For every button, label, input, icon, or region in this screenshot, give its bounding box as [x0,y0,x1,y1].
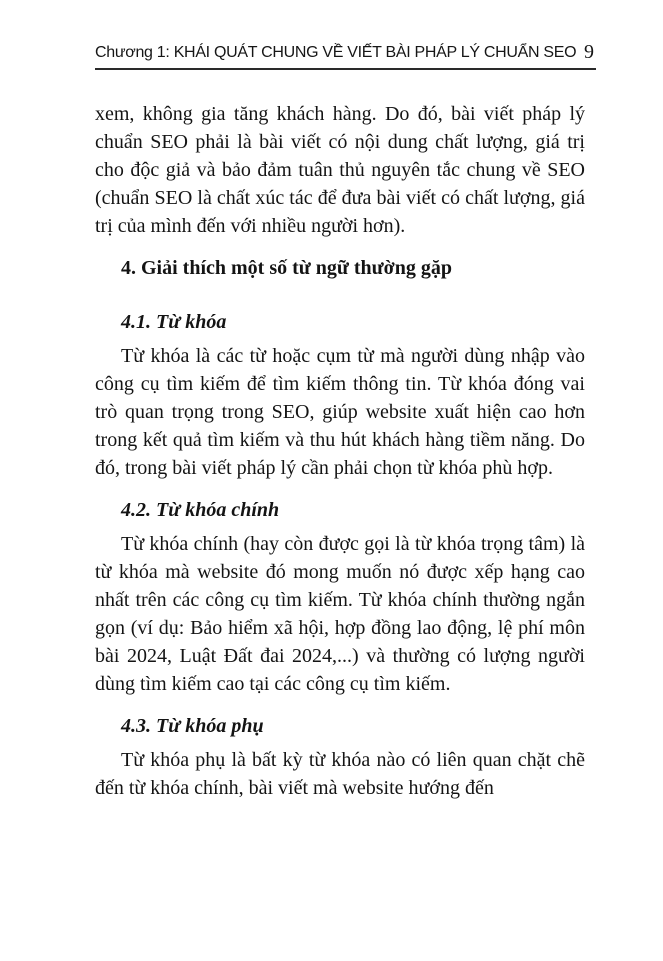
page-body [95,100,585,802]
paragraph-4-3: Từ khóa phụ là bất kỳ từ khóa nào có liên quan chặt chẽ đến từ khóa chính, bài viết mà website hướng đến [95,749,585,799]
subsection-heading-4-3: 4.3. Từ khóa phụ [121,715,264,737]
page-header [95,42,596,70]
subsection-heading-4-1: 4.1. Từ khóa [121,311,227,333]
section-heading: 4. Giải thích một số từ ngữ thường gặp [121,257,453,279]
running-head: Chương 1: KHÁI QUÁT CHUNG VỀ VIẾT BÀI PHÁP LÝ CHUẨN SEO [95,44,577,61]
paragraph-4-1: Từ khóa là các từ hoặc cụm từ mà người dùng nhập vào công cụ tìm kiếm để tìm kiếm thông tin. Từ khóa đóng vai trò quan trọng trong SEO, giúp website xuất hiện cao hơn trong kết quả tìm kiếm và thu hút khách hàng tiềm năng. Do đó, trong bài viết pháp lý cần phải chọn từ khóa phù hợp. [95,345,585,479]
paragraph-4-2: Từ khóa chính (hay còn được gọi là từ khóa trọng tâm) là từ khóa mà website đó mong muốn nó được xếp hạng cao nhất trên các công cụ tìm kiếm. Từ khóa chính thường ngắn gọn (ví dụ: Bảo hiểm xã hội, hợp đồng lao động, lệ phí môn bài 2024, Luật Đất đai 2024,...) và thường có lượng người dùng tìm kiếm cao tại các công cụ tìm kiếm. [95,533,585,695]
page-number: 9 [584,41,594,63]
intro-paragraph: xem, không gia tăng khách hàng. Do đó, bài viết pháp lý chuẩn SEO phải là bài viết có nội dung chất lượng, giá trị cho độc giả và bảo đảm tuân thủ nguyên tắc chung về SEO (chuẩn SEO là chất xúc tác để đưa bài viết có chất lượng, giá trị của mình đến với nhiều người hơn). [95,103,585,237]
subsection-heading-4-2: 4.2. Từ khóa chính [121,499,280,521]
